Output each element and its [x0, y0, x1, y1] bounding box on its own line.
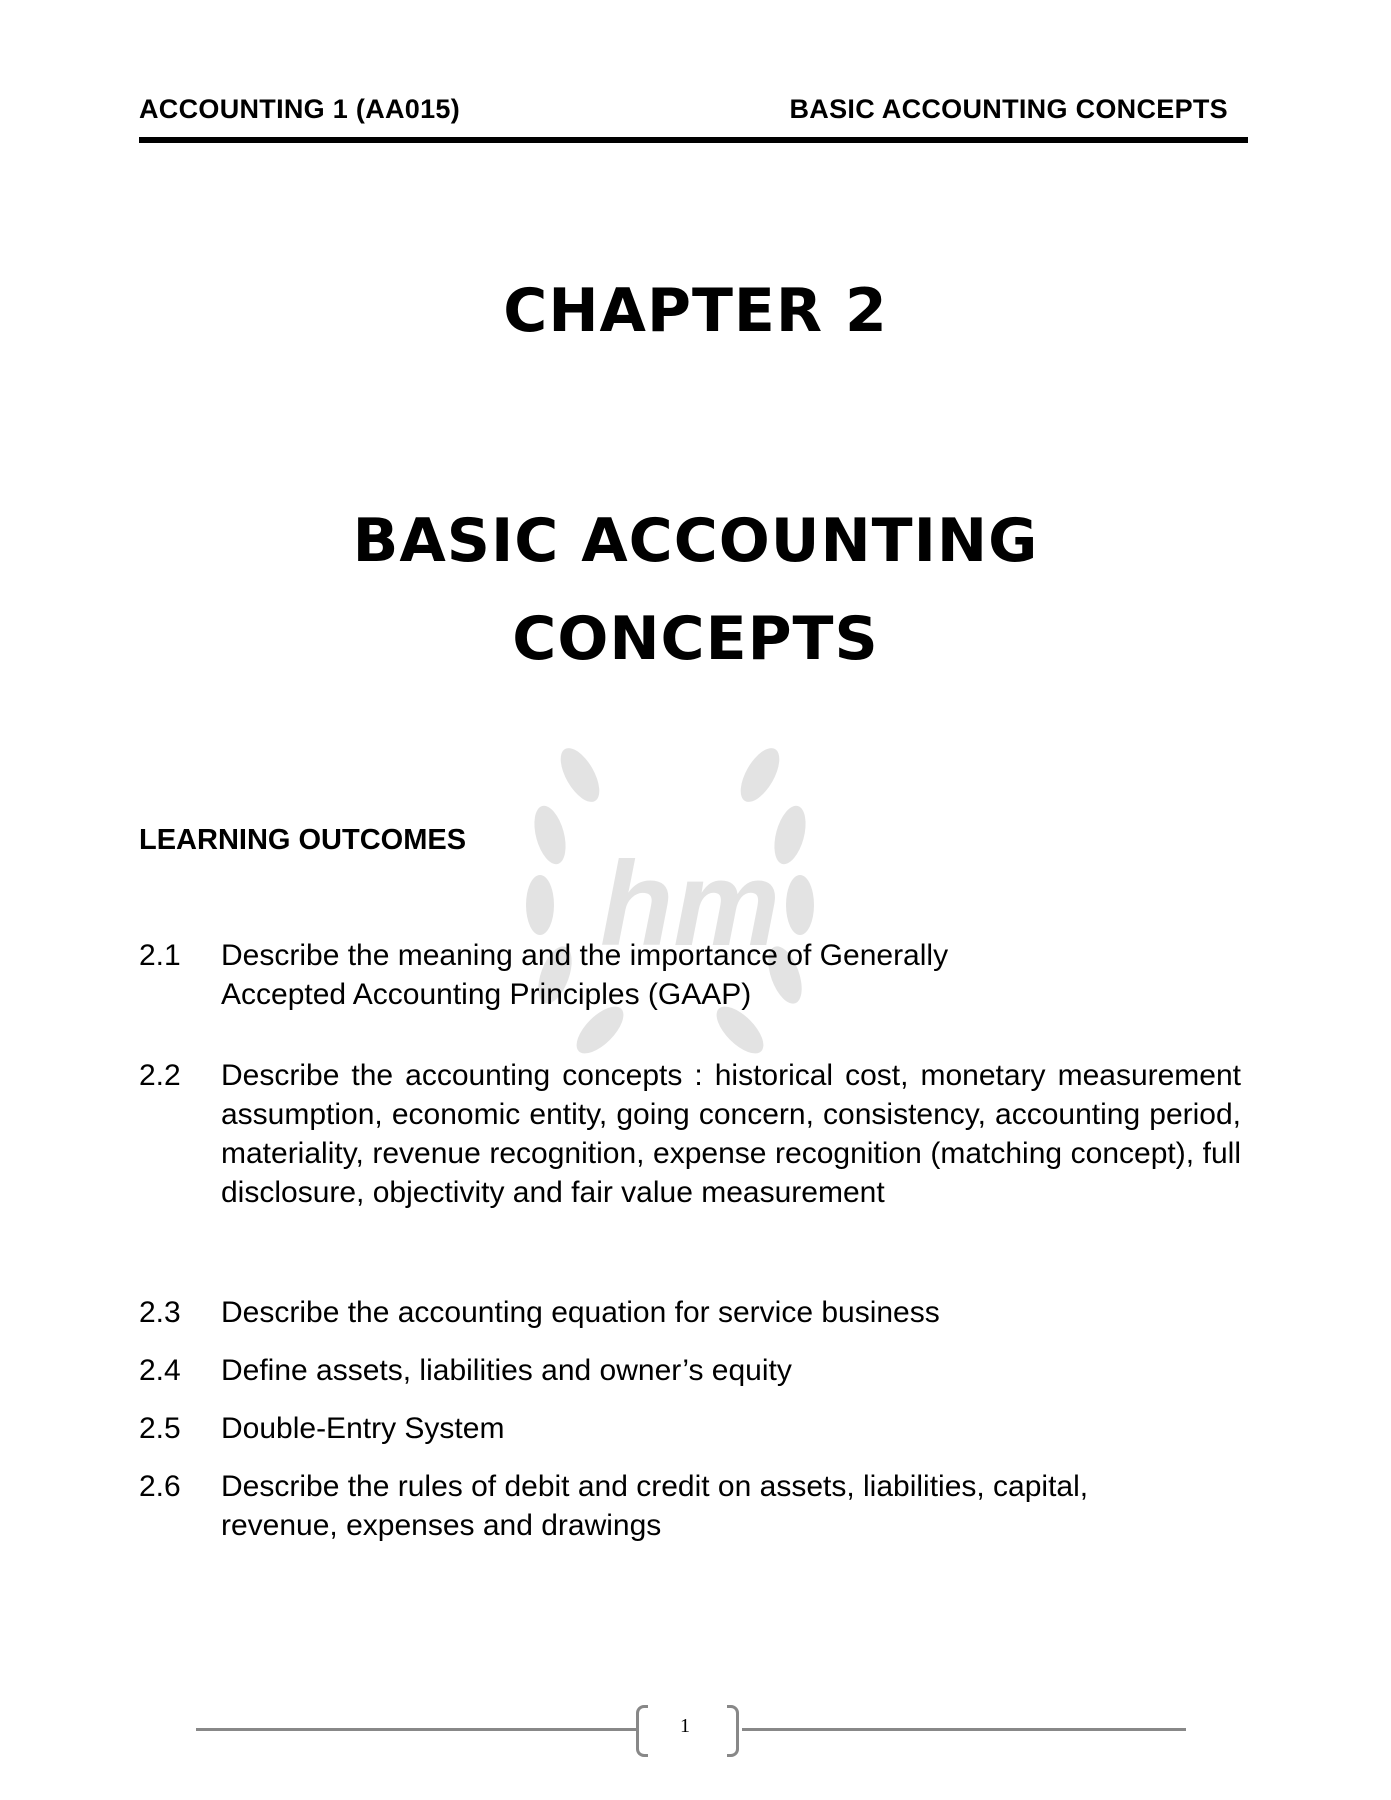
outcome-text: Describe the accounting concepts : historical cost, monetary measurement assumption, economic entity, going concern, consistency, accounting period, materiality, revenue recognition, expense recognition (matching concept), full disclosure, objectivity and fair value measurement: [221, 1059, 1241, 1209]
svg-text:hm: hm: [600, 837, 780, 971]
footer-bracket-right: [727, 1705, 739, 1757]
header-chapter: BASIC ACCOUNTING CONCEPTS: [789, 94, 1228, 124]
outcome-text: Describe the meaning and the importance of Generally Accepted Accounting Principles (GAAP): [221, 939, 949, 1011]
chapter-number: CHAPTER 2: [503, 276, 888, 346]
outcome-text: Describe the rules of debit and credit on assets, liabilities, capital, revenue, expenses and drawings: [221, 1470, 1089, 1542]
outcome-item: [139, 1409, 1241, 1448]
outcome-text: Double-Entry System: [221, 1412, 505, 1445]
header-rule: [139, 137, 1248, 143]
footer-rule-right: [742, 1728, 1186, 1731]
outcome-number: 2.5: [139, 1412, 181, 1445]
outcome-number: 2.6: [139, 1470, 181, 1503]
outcome-item: [139, 1293, 1241, 1332]
watermark-logo: [500, 735, 840, 1065]
page-number: 1: [680, 1715, 690, 1737]
header-course: ACCOUNTING 1 (AA015): [139, 94, 461, 124]
outcome-number: 2.4: [139, 1354, 181, 1387]
footer-rule-left: [196, 1728, 636, 1731]
learning-outcomes-heading: LEARNING OUTCOMES: [139, 824, 467, 856]
outcome-item: [139, 936, 1241, 1014]
outcome-number: 2.3: [139, 1296, 181, 1329]
outcome-item: [139, 1056, 1241, 1212]
chapter-title-line1: BASIC ACCOUNTING: [352, 506, 1039, 576]
outcome-number: 2.1: [139, 939, 181, 972]
outcome-number: 2.2: [139, 1059, 181, 1092]
outcome-text: Describe the accounting equation for service business: [221, 1296, 940, 1329]
outcome-item: [139, 1351, 1241, 1390]
outcome-item: [139, 1467, 1241, 1545]
outcome-text: Define assets, liabilities and owner’s equity: [221, 1354, 792, 1387]
chapter-title-line2: CONCEPTS: [512, 604, 879, 674]
footer-bracket-left: [636, 1705, 648, 1757]
